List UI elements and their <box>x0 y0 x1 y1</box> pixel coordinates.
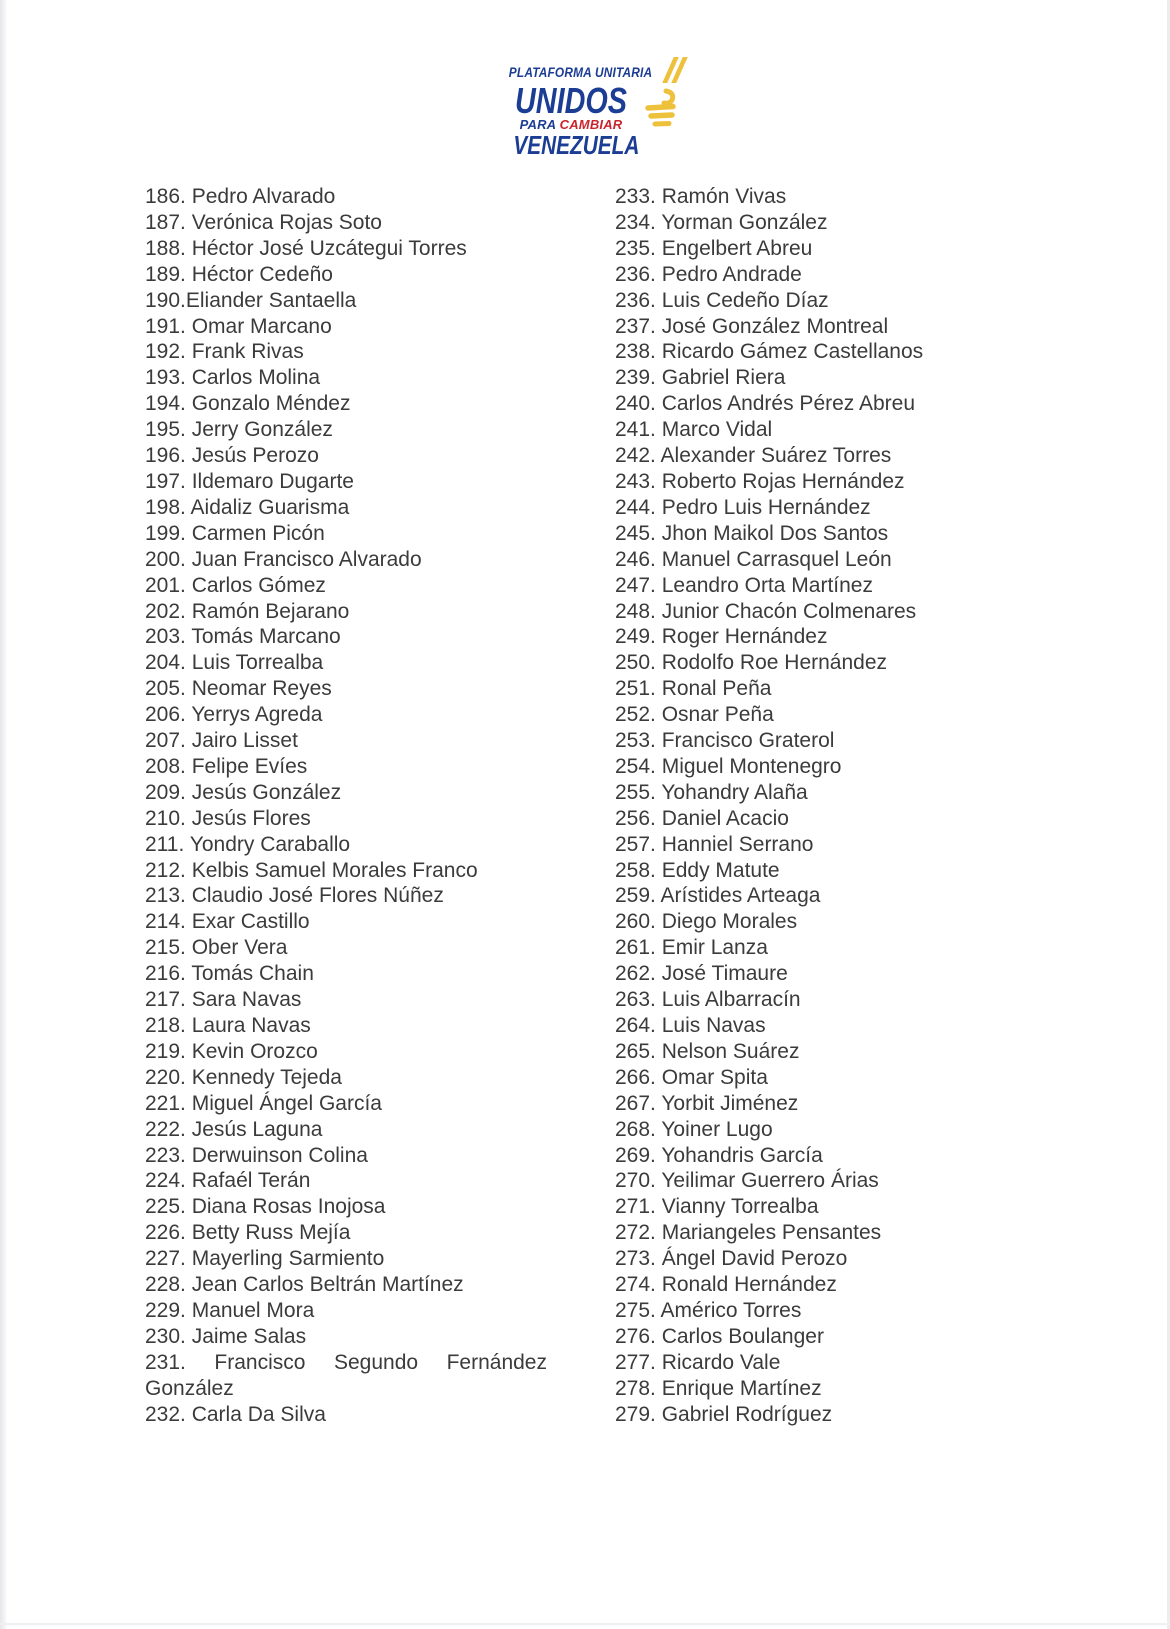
page-edge-shadow-left <box>0 0 7 1629</box>
list-entry: 199. Carmen Picón <box>145 521 325 545</box>
list-entry: 269. Yohandris García <box>615 1143 823 1167</box>
list-entry: 207. Jairo Lisset <box>145 729 298 753</box>
list-entry: 240. Carlos Andrés Pérez Abreu <box>615 392 916 416</box>
list-entry: 223. Derwuinson Colina <box>145 1143 368 1167</box>
logo-venezuela-text: VENEZUELA <box>513 130 640 160</box>
name-list-column-left <box>145 184 547 1428</box>
list-entry: 275. Américo Torres <box>615 1298 802 1322</box>
double-slash-icon <box>666 57 686 83</box>
list-entry: 261. Emir Lanza <box>615 936 768 960</box>
list-entry: 239. Gabriel Riera <box>615 366 786 390</box>
list-entry: 267. Yorbit Jiménez <box>615 1091 799 1115</box>
list-entry: 219. Kevin Orozco <box>145 1039 318 1063</box>
list-entry: 242. Alexander Suárez Torres <box>615 444 892 468</box>
list-entry: 243. Roberto Rojas Hernández <box>615 469 905 493</box>
list-entry: 271. Vianny Torrealba <box>615 1195 819 1219</box>
list-entry: 214. Exar Castillo <box>145 910 310 934</box>
list-entry: 190.Eliander Santaella <box>145 288 357 312</box>
list-entry: 203. Tomás Marcano <box>145 625 341 649</box>
name-list-column-right <box>615 184 1067 1428</box>
list-entry: 197. Ildemaro Dugarte <box>145 469 354 493</box>
list-entry: 266. Omar Spita <box>615 1065 768 1089</box>
list-entry: 251. Ronal Peña <box>615 677 772 701</box>
list-entry: 221. Miguel Ángel García <box>145 1091 382 1115</box>
list-entry: 226. Betty Russ Mejía <box>145 1221 351 1245</box>
list-entry: 232. Carla Da Silva <box>145 1402 326 1426</box>
logo-para-text: PARA <box>519 117 556 132</box>
list-entry: 262. José Timaure <box>615 962 788 986</box>
list-entry: 198. Aidaliz Guarisma <box>145 495 350 519</box>
list-entry: 229. Manuel Mora <box>145 1298 315 1322</box>
list-entry: 268. Yoiner Lugo <box>615 1117 773 1141</box>
list-entry: 209. Jesús González <box>145 780 342 804</box>
list-entry: 254. Miguel Montenegro <box>615 754 842 778</box>
list-entry: 246. Manuel Carrasquel León <box>615 547 892 571</box>
list-entry: 273. Ángel David Perozo <box>615 1247 848 1271</box>
logo-unidos-text: UNIDOS <box>514 80 627 121</box>
list-entry: 208. Felipe Evíes <box>145 754 308 778</box>
list-entry: 244. Pedro Luis Hernández <box>615 495 871 519</box>
list-entry: 195. Jerry González <box>145 418 333 442</box>
list-entry: 227. Mayerling Sarmiento <box>145 1247 385 1271</box>
list-entry: 224. Rafaél Terán <box>145 1169 311 1193</box>
hand-icon <box>645 88 677 130</box>
list-entry: 253. Francisco Graterol <box>615 729 835 753</box>
list-entry: 205. Neomar Reyes <box>145 677 332 701</box>
list-entry: 191. Omar Marcano <box>145 314 332 338</box>
list-entry: 213. Claudio José Flores Núñez <box>145 884 444 908</box>
list-entry: 249. Roger Hernández <box>615 625 828 649</box>
list-entry: 231. Francisco Segundo Fernández González <box>145 1350 547 1400</box>
list-entry: 202. Ramón Bejarano <box>145 599 350 623</box>
list-entry: 237. José González Montreal <box>615 314 889 338</box>
list-entry: 220. Kennedy Tejeda <box>145 1065 342 1089</box>
list-entry: 189. Héctor Cedeño <box>145 262 333 286</box>
list-entry: 274. Ronald Hernández <box>615 1273 837 1297</box>
list-entry: 264. Luis Navas <box>615 1014 766 1037</box>
list-entry: 194. Gonzalo Méndez <box>145 392 351 416</box>
list-entry: 258. Eddy Matute <box>615 858 780 882</box>
list-entry: 279. Gabriel Rodríguez <box>615 1402 833 1426</box>
page-edge-shadow-bottom <box>0 1623 1170 1625</box>
list-entry: 235. Engelbert Abreu <box>615 236 813 260</box>
list-entry: 204. Luis Torrealba <box>145 651 324 675</box>
list-entry: 193. Carlos Molina <box>145 366 321 390</box>
list-entry: 233. Ramón Vivas <box>615 185 787 208</box>
list-entry: 200. Juan Francisco Alvarado <box>145 547 422 571</box>
list-entry: 215. Ober Vera <box>145 936 288 960</box>
list-entry: 216. Tomás Chain <box>145 962 314 986</box>
list-entry: 206. Yerrys Agreda <box>145 703 323 727</box>
list-entry: 276. Carlos Boulanger <box>615 1324 824 1348</box>
list-entry: 265. Nelson Suárez <box>615 1039 800 1063</box>
list-entry: 236. Luis Cedeño Díaz <box>615 288 829 312</box>
list-entry: 188. Héctor José Uzcátegui Torres <box>145 236 467 260</box>
list-entry: 192. Frank Rivas <box>145 340 304 364</box>
list-entry: 222. Jesús Laguna <box>145 1117 323 1141</box>
plataforma-unitaria-logo <box>499 64 653 160</box>
list-entry: 187. Verónica Rojas Soto <box>145 210 382 234</box>
list-entry: 241. Marco Vidal <box>615 418 773 442</box>
logo-cambiar-text: CAMBIAR <box>559 117 623 132</box>
list-entry: 259. Arístides Arteaga <box>615 884 821 908</box>
list-entry: 234. Yorman González <box>615 210 828 234</box>
list-entry: 236. Pedro Andrade <box>615 262 802 286</box>
list-entry: 248. Junior Chacón Colmenares <box>615 599 917 623</box>
list-entry: 263. Luis Albarracín <box>615 988 801 1012</box>
list-entry: 245. Jhon Maikol Dos Santos <box>615 521 889 545</box>
list-entry: 218. Laura Navas <box>145 1014 311 1037</box>
logo-plataforma-text: PLATAFORMA UNITARIA <box>508 65 653 80</box>
list-entry: 250. Rodolfo Roe Hernández <box>615 651 888 675</box>
list-entry: 217. Sara Navas <box>145 988 302 1012</box>
list-entry: 277. Ricardo Vale <box>615 1350 781 1374</box>
list-entry: 257. Hanniel Serrano <box>615 832 814 856</box>
list-entry: 252. Osnar Peña <box>615 703 774 727</box>
list-entry: 186. Pedro Alvarado <box>145 185 336 208</box>
list-entry: 238. Ricardo Gámez Castellanos <box>615 340 924 364</box>
list-entry: 256. Daniel Acacio <box>615 806 789 830</box>
list-entry: 196. Jesús Perozo <box>145 444 319 468</box>
list-entry: 228. Jean Carlos Beltrán Martínez <box>145 1273 464 1297</box>
list-entry: 212. Kelbis Samuel Morales Franco <box>145 858 478 882</box>
list-entry: 270. Yeilimar Guerrero Árias <box>615 1169 879 1193</box>
list-entry: 272. Mariangeles Pensantes <box>615 1221 882 1245</box>
list-entry: 230. Jaime Salas <box>145 1324 307 1348</box>
list-entry: 211. Yondry Caraballo <box>145 832 351 856</box>
logo-top-row <box>499 66 662 80</box>
list-entry: 278. Enrique Martínez <box>615 1376 822 1400</box>
list-entry: 210. Jesús Flores <box>145 806 311 830</box>
list-entry: 255. Yohandry Alaña <box>615 780 808 804</box>
list-entry: 247. Leandro Orta Martínez <box>615 573 873 597</box>
list-entry: 260. Diego Morales <box>615 910 798 934</box>
list-entry: 201. Carlos Gómez <box>145 573 326 597</box>
list-entry: 225. Diana Rosas Inojosa <box>145 1195 386 1219</box>
